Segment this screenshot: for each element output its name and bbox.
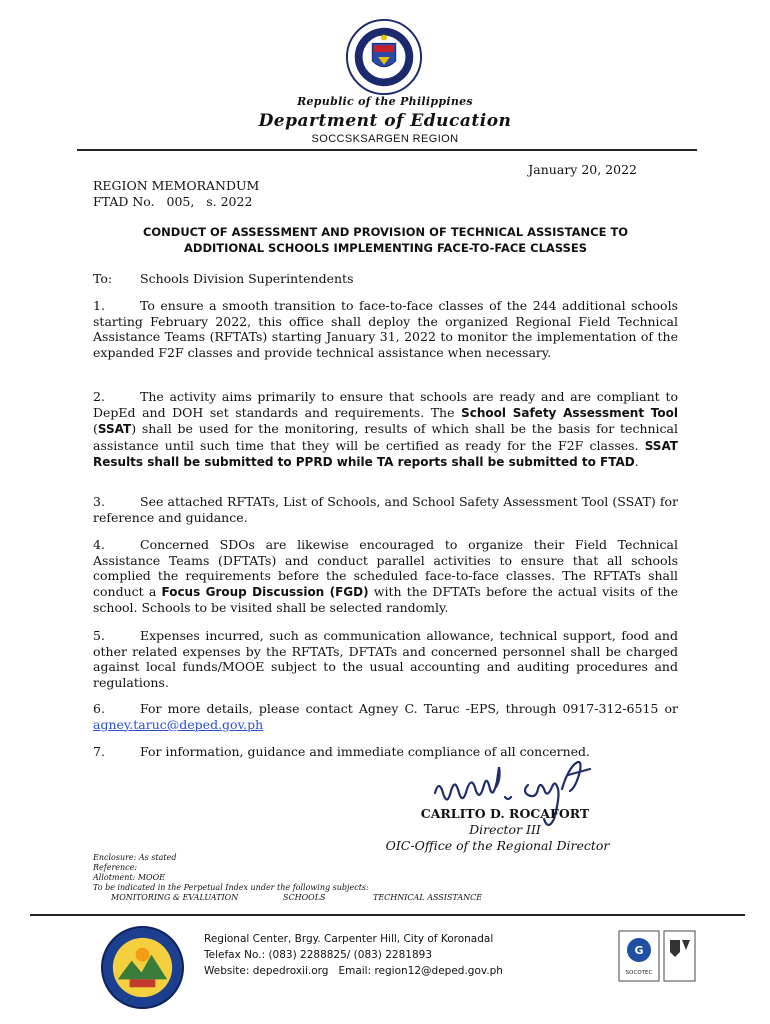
footer-contact xyxy=(204,931,503,979)
paragraph-number: 7. xyxy=(93,744,105,759)
enclosure-note: Enclosure: As stated xyxy=(93,853,177,862)
footer-website-email: Website: depedroxii.org Email: region12@deped.gov.ph xyxy=(204,965,503,977)
paragraph-text: Concerned SDOs are likewise encouraged to organize their Field Technical Assistance Teams (DFTATs) and conduct parallel activities to ensure that all schools complied the requirements before the scheduled face-to-face classes. The RFTATs shall conduct a xyxy=(93,537,678,599)
signatory-name: CARLITO D. ROCAFORT xyxy=(420,806,590,821)
fgd-term: Focus Group Discussion (FGD) xyxy=(161,584,369,599)
memo-date: January 20, 2022 xyxy=(528,162,637,177)
svg-text:G: G xyxy=(634,944,644,957)
memo-recipient xyxy=(93,271,354,286)
memo-type: REGION MEMORANDUM xyxy=(93,178,260,193)
index-subject-tag: SCHOOLS xyxy=(283,893,326,902)
to-value: Schools Division Superintendents xyxy=(140,271,354,286)
memo-subject xyxy=(93,224,678,256)
regional-office-seal-logo xyxy=(100,925,185,1010)
paragraph-number: 6. xyxy=(93,701,105,716)
to-label: To: xyxy=(93,271,113,286)
paragraph-3 xyxy=(93,494,678,525)
footer-telefax: Telefax No.: (083) 2288825/ (083) 2281893 xyxy=(204,949,433,961)
certification-badges-icon xyxy=(618,930,696,982)
allotment-note: Allotment: MOOE xyxy=(93,873,165,882)
paragraph-number: 3. xyxy=(93,494,105,509)
paragraph-2: 2. The activity aims primarily to ensure that schools are ready and are compliant to DepEd and DOH set standards and requirements. The School Safety Assessment Tool (SSAT) shall be used for the monitoring, results of which shall be the basis for technical assistance until such time that they will be certified as ready for the F2F classes. SSAT Results shall be submitted to PPRD while TA reports shall be submitted to FTAD. xyxy=(93,389,678,469)
paragraph-number: 4. xyxy=(93,537,105,552)
index-subjects xyxy=(93,893,482,903)
subject-line-2: ADDITIONAL SCHOOLS IMPLEMENTING FACE-TO-FACE CLASSES xyxy=(184,241,587,255)
index-subject-tag: MONITORING & EVALUATION xyxy=(111,893,239,902)
memo-number: FTAD No. 005, s. 2022 xyxy=(93,194,253,209)
signatory-office: OIC-Office of the Regional Director xyxy=(385,838,610,853)
paragraph-text: To ensure a smooth transition to face-to-face classes of the 244 additional schools starting February 2022, this office shall deploy the organized Regional Field Technical Assistance Teams (RFTATs) starting January 31, 2022 to monitor the implementation of the expanded F2F classes and provide technical assistance when necessary. xyxy=(93,298,678,360)
footnotes xyxy=(93,853,482,903)
region-heading: SOCCSKSARGEN REGION xyxy=(311,133,459,145)
paragraph-number: 5. xyxy=(93,628,105,643)
cert-label: SOCOTEC xyxy=(625,970,653,976)
index-subject-tag: TECHNICAL ASSISTANCE xyxy=(373,893,483,902)
paragraph-text: The activity aims primarily to ensure that schools are ready and are compliant to DepEd and DOH set standards and requirements. The xyxy=(93,389,678,420)
deped-seal-logo xyxy=(345,18,423,96)
footer-address: Regional Center, Brgy. Carpenter Hill, City of Koronadal xyxy=(204,933,494,945)
paragraph-number: 1. xyxy=(93,298,105,313)
footer-divider xyxy=(30,914,745,916)
ssat-abbrev: SSAT xyxy=(97,422,132,436)
paragraph-5 xyxy=(93,628,678,690)
department-heading: Department of Education xyxy=(258,111,512,131)
paragraph-text: For information, guidance and immediate compliance of all concerned. xyxy=(140,744,591,759)
perpetual-index-note: To be indicated in the Perpetual Index under the following subjects: xyxy=(93,883,369,892)
contact-email-link[interactable]: agney.taruc@deped.gov.ph xyxy=(93,716,264,732)
header-divider xyxy=(77,149,697,151)
reference-note: Reference: xyxy=(93,863,138,872)
memo-identifier xyxy=(93,178,259,210)
republic-heading: Republic of the Philippines xyxy=(297,95,473,108)
paragraph-6 xyxy=(93,701,678,732)
paragraph-text: See attached RFTATs, List of Schools, and School Safety Assessment Tool (SSAT) for reference and guidance. xyxy=(93,494,678,525)
paragraph-1 xyxy=(93,298,678,360)
ssat-term: School Safety Assessment Tool xyxy=(461,405,678,420)
signatory-title: Director III xyxy=(469,822,541,837)
paragraph-number: 2. xyxy=(93,389,105,404)
paragraph-text: Expenses incurred, such as communication allowance, technical support, food and other related expenses by the RFTATs, DFTATs and concerned personnel shall be charged against local funds/MOOE subject to the usual accounting and auditing procedures and regulations. xyxy=(93,628,678,690)
subject-line-1: CONDUCT OF ASSESSMENT AND PROVISION OF TECHNICAL ASSISTANCE TO xyxy=(142,225,629,239)
submission-instruction: SSAT Results shall be submitted to PPRD while TA reports shall be submitted to FTAD xyxy=(93,438,678,469)
paragraph-4: 4. Concerned SDOs are likewise encouraged to organize their Field Technical Assistance Teams (DFTATs) and conduct parallel activities to ensure that all schools complied the requirements before the scheduled face-to-face classes. The RFTATs shall conduct a Focus Group Discussion (FGD) with the DFTATs before the actual visits of the school. Schools to be visited shall be selected randomly. xyxy=(93,537,678,615)
paragraph-text: For more details, please contact Agney C. Taruc -EPS, through 0917-312-6515 or xyxy=(140,701,678,716)
